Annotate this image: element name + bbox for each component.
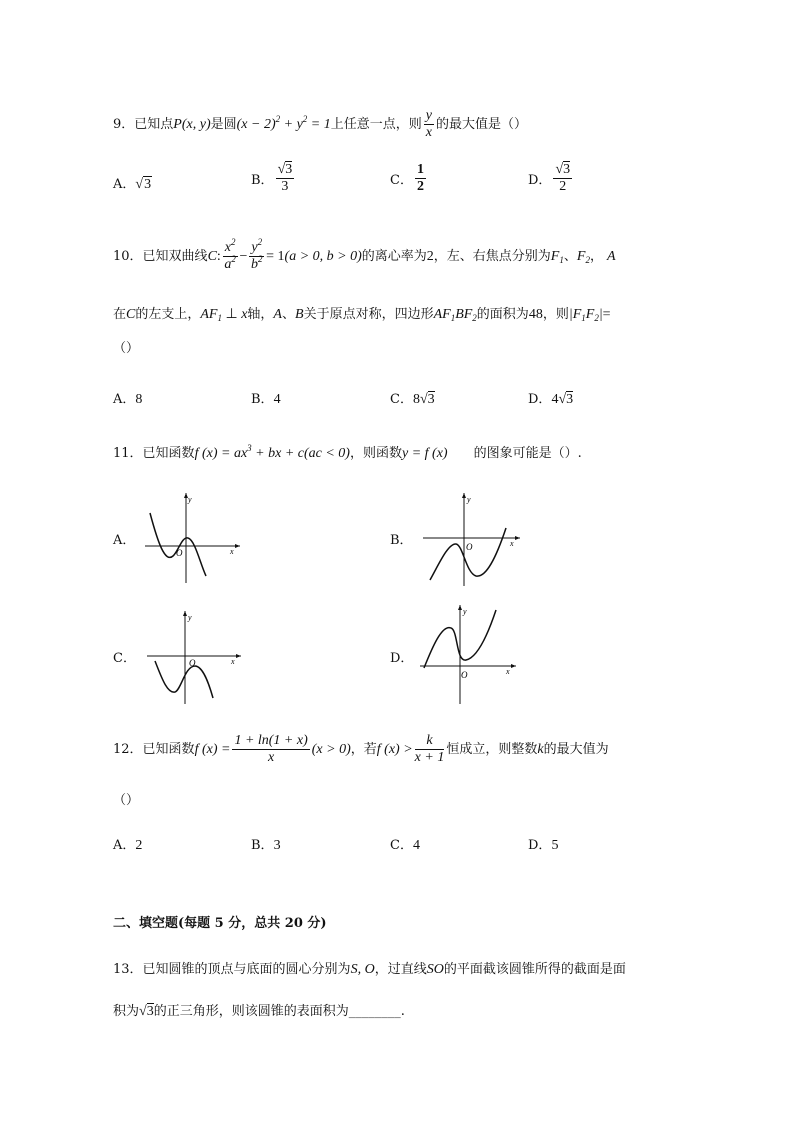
q10-option-a[interactable]: A．8 [113,392,143,407]
svg-text:x: x [230,547,234,556]
q9-option-b[interactable]: B． $\frac{√3}{3}$ [251,162,293,194]
question-10-line2: 在C的左支上，$AF_1$ ⊥ x轴，A、B关于原点对称，四边形$AF_1BF_2$的面积为48，则$|F_1F_2|=$ [113,307,611,323]
question-9: 9．已知点P(x, y)是圆$(x - 2)^2 + y^2 = 1$上任意一点，则 $\frac{y}{x}$ 的最大值是（） [113,108,527,140]
question-13-line2: 积为√3的正三角形，则该圆锥的表面积为________. [113,1004,405,1019]
q9-option-a[interactable]: A．√3 [113,177,152,192]
svg-text:x: x [510,539,514,548]
section-heading-fill-in: 二、填空题(每题 5 分，总共 20 分) [113,916,327,931]
svg-text:O: O [189,658,196,668]
q9-option-c[interactable]: C． $\frac{1}{2}$ [390,162,424,194]
q9-option-d[interactable]: D． $\frac{√3}{2}$ [528,162,571,194]
q11-graph-c[interactable] [145,606,255,706]
svg-text:O: O [176,548,183,558]
question-12: 12．已知函数f (x) = $\frac{1 + \ln(1 + x)}{x}$ (x > 0)，若f (x) > $\frac{k}{x + 1}$ 恒成立，则整数k的最大值为 [113,733,609,765]
svg-text:y: y [463,607,467,616]
q10-option-b[interactable]: B．4 [251,392,281,407]
question-11: 11．已知函数f $(x) = ax^3$ + bx + c(ac < 0)，则函数y = f (x) 的图象可能是（）. [113,443,582,461]
q11-option-c-label[interactable]: C． [113,651,136,666]
svg-text:O: O [461,670,468,680]
q12-option-c[interactable]: C．4 [390,838,420,853]
svg-text:y: y [467,495,471,504]
question-12-line2: （） [113,793,140,808]
q11-option-d-label[interactable]: D． [390,651,414,666]
svg-text:y: y [188,613,192,622]
svg-text:x: x [506,667,510,676]
q11-option-b-label[interactable]: B． [390,533,413,548]
q11-graph-a[interactable] [140,488,250,588]
fraction-y-over-x: $\frac{y}{x}$ [425,108,432,140]
q10-option-c[interactable]: C．8√3 [390,392,435,407]
q12-option-d[interactable]: D．5 [528,838,559,853]
question-10-line1: 10．已知双曲线C: $\frac{x^2}{a^2}$ − $\frac{y^2}{b^2}$ = 1(a > 0, b > 0)的离心率为2，左、右焦点分别为$F_1$、$F_2$， A [113,237,616,272]
q10-option-d[interactable]: D．4√3 [528,392,574,407]
q12-option-a[interactable]: A．2 [113,838,143,853]
svg-text:O: O [466,542,473,552]
q11-graph-d[interactable] [418,600,528,706]
question-10-line3: （） [113,341,140,356]
q11-option-a-label[interactable]: A． [113,533,136,548]
q11-graph-b[interactable] [418,488,528,588]
question-13-line1: 13．已知圆锥的顶点与底面的圆心分别为S, O，过直线SO的平面截该圆锥所得的截面是面 [113,962,626,977]
svg-text:x: x [231,657,235,666]
q12-option-b[interactable]: B．3 [251,838,281,853]
svg-text:y: y [188,495,192,504]
